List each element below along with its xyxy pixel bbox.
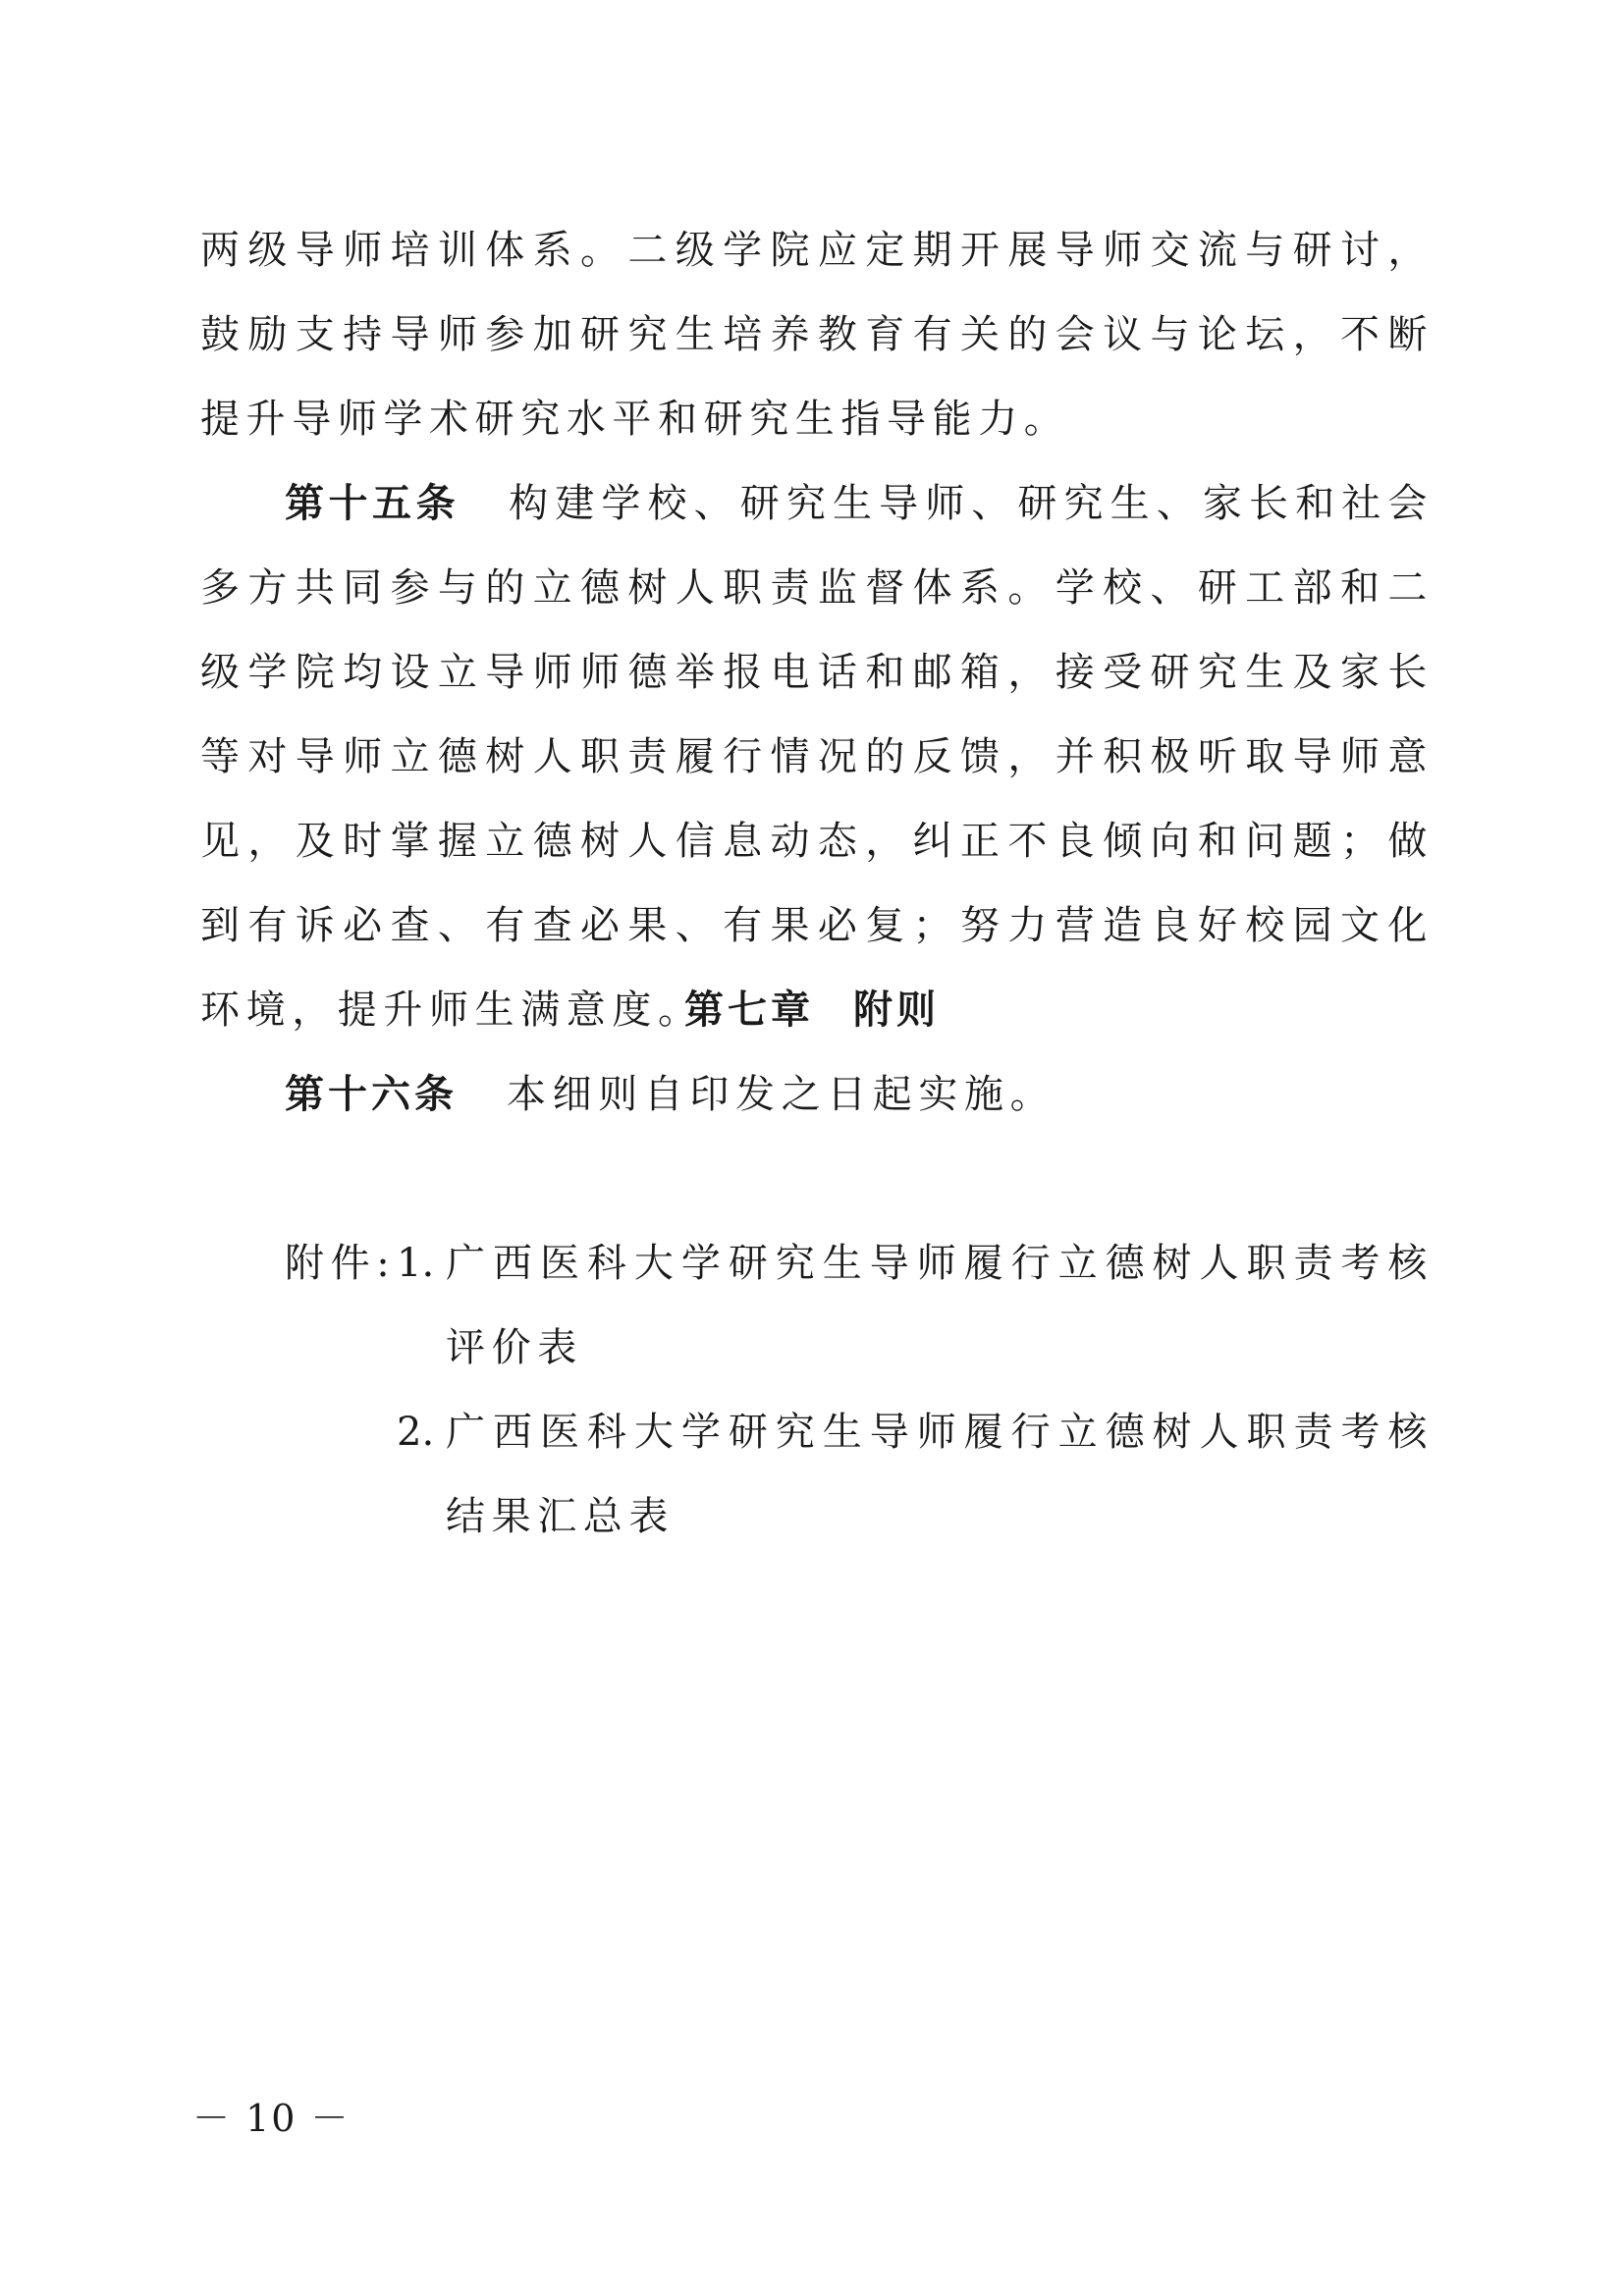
attachment-title: 广西医科大学研究生导师履行立德树人职责考核评价表 [446,1241,1434,1370]
attachment-number: 2. [397,1410,435,1455]
attachment-item [285,1221,1434,1390]
chapter-name: 附则 [853,988,940,1033]
attachment-item [285,1390,1434,1559]
article-15-text: 构建学校、研究生导师、研究生、家长和社会多方共同参与的立德树人职责监督体系。学校、研工部和二级学院均设立导师师德举报电话和邮箱，接受研究生及家长等对导师立德树人职责履行情况的反馈，并积极听取导师意见，及时掌握立德树人信息动态，纠正不良倾向和问题；做到有诉必查、有查必果、有果必复；努力营造良好校园文化环境，提升师生满意度。 [200,481,1435,1033]
article-16-paragraph [285,1052,1434,1137]
attachment-number: 1. [397,1241,435,1286]
page-number: － 10 － [192,2097,351,2140]
attachment-title: 广西医科大学研究生导师履行立德树人职责考核结果汇总表 [446,1410,1434,1539]
attachments-prefix: 附件: [285,1241,397,1286]
attachments-prefix-spacer [285,1390,397,1559]
attachments-list [285,1221,1434,1559]
chapter-number: 第七章 [684,988,814,1033]
article-15-paragraph [200,461,1434,1052]
chapter-title [0,968,1624,1052]
article-16-label: 第十六条 [285,1072,458,1117]
article-15-label: 第十五条 [285,481,460,526]
article-16-text: 本细则自印发之日起实施。 [507,1072,1056,1117]
paragraph-continued: 两级导师培训体系。二级学院应定期开展导师交流与研讨，鼓励支持导师参加研究生培养教育有关的会议与论坛，不断提升导师学术研究水平和研究生指导能力。 [200,228,1434,442]
